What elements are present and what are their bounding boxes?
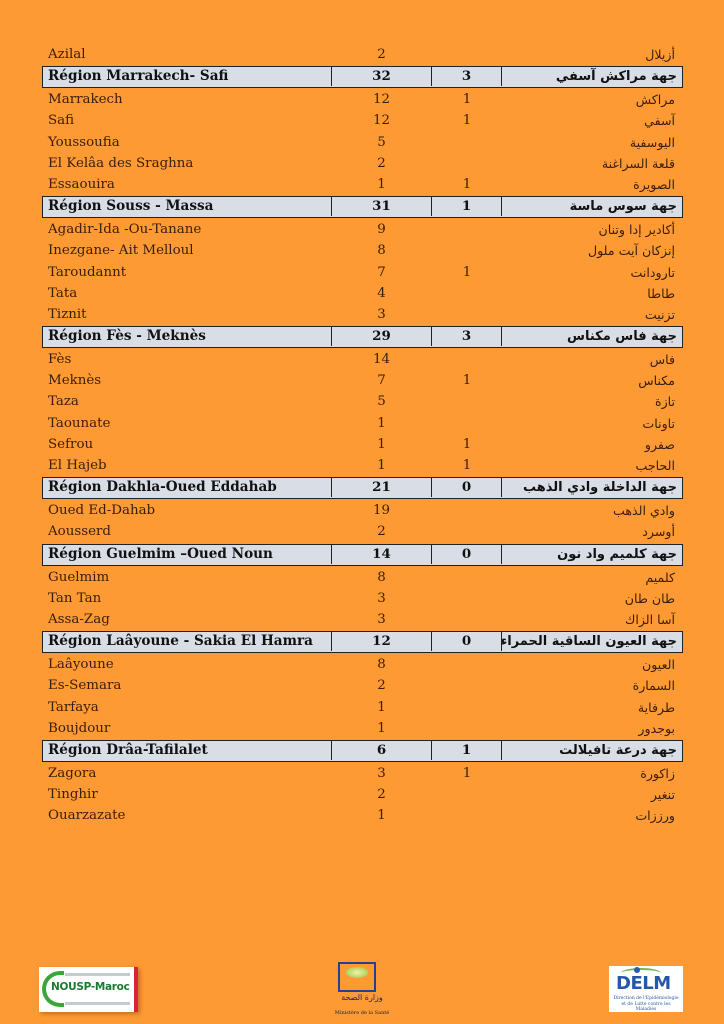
delm-subtitle: Direction de l'Epidémiologie et de Lutte contre les Maladies bbox=[613, 996, 679, 1012]
arabic-name: كلميم bbox=[645, 569, 675, 585]
count-cases: 9 bbox=[377, 222, 386, 238]
arabic-name: أوسرد bbox=[642, 524, 675, 540]
count-cases: 12 bbox=[331, 632, 432, 651]
arabic-name: الصويرة bbox=[633, 176, 675, 192]
logo-text: NOUSP-Maroc bbox=[51, 981, 130, 993]
province-row bbox=[42, 521, 683, 542]
arabic-name: تازة bbox=[654, 394, 675, 410]
french-name: Meknès bbox=[48, 373, 102, 389]
count-cases: 4 bbox=[377, 285, 386, 301]
arabic-name: جهة درعة تافيلالت bbox=[559, 742, 677, 758]
count-secondary bbox=[432, 654, 502, 675]
province-row bbox=[42, 763, 683, 784]
count-secondary: 0 bbox=[432, 545, 502, 564]
count-secondary bbox=[432, 219, 502, 240]
region-row bbox=[42, 196, 683, 218]
arabic-name: آسفي bbox=[644, 113, 675, 129]
french-name: Sefrou bbox=[48, 436, 94, 452]
count-secondary bbox=[432, 132, 502, 153]
french-name: Essaouira bbox=[48, 176, 115, 192]
french-name: Taroudannt bbox=[48, 264, 127, 280]
province-row bbox=[42, 413, 683, 434]
province-row bbox=[42, 654, 683, 675]
french-name: Fès bbox=[48, 352, 72, 368]
count-secondary: 3 bbox=[432, 327, 502, 346]
count-secondary bbox=[432, 413, 502, 434]
count-secondary bbox=[432, 675, 502, 696]
province-row bbox=[42, 44, 683, 65]
count-secondary bbox=[432, 44, 502, 65]
french-name: Région Dakhla-Oued Eddahab bbox=[48, 479, 277, 496]
count-cases: 1 bbox=[377, 415, 386, 431]
count-cases: 31 bbox=[331, 197, 432, 216]
count-secondary bbox=[432, 391, 502, 412]
province-row bbox=[42, 697, 683, 718]
count-secondary: 1 bbox=[462, 373, 472, 389]
french-name: Aousserd bbox=[48, 524, 111, 540]
count-secondary: 1 bbox=[462, 176, 472, 192]
french-name: Région Marrakech- Safi bbox=[48, 68, 229, 85]
logo-frame-bottom bbox=[338, 982, 376, 992]
count-cases: 29 bbox=[331, 327, 432, 346]
count-cases: 1 bbox=[377, 808, 386, 824]
arabic-name: إنزكان آيت ملول bbox=[588, 243, 675, 259]
count-secondary bbox=[432, 718, 502, 739]
count-secondary bbox=[432, 588, 502, 609]
french-name: Marrakech bbox=[48, 92, 123, 108]
count-cases: 8 bbox=[377, 243, 386, 259]
arabic-name: جهة سوس ماسة bbox=[569, 199, 677, 215]
province-row bbox=[42, 434, 683, 455]
count-cases: 3 bbox=[377, 306, 386, 322]
province-row bbox=[42, 153, 683, 174]
count-secondary: 1 bbox=[432, 741, 502, 760]
count-secondary bbox=[432, 784, 502, 805]
count-cases: 3 bbox=[377, 765, 386, 781]
arabic-name: تاونات bbox=[642, 415, 675, 431]
count-cases: 8 bbox=[377, 569, 386, 585]
province-row bbox=[42, 174, 683, 195]
count-secondary: 1 bbox=[462, 92, 472, 108]
count-secondary bbox=[432, 283, 502, 304]
arabic-name: آسا الزاك bbox=[624, 611, 675, 627]
french-name: Taounate bbox=[48, 415, 111, 431]
count-secondary: 1 bbox=[432, 197, 502, 216]
count-cases: 1 bbox=[377, 699, 386, 715]
count-cases: 12 bbox=[372, 113, 391, 129]
arabic-name: السمارة bbox=[632, 678, 675, 694]
arabic-name: جهة الداخلة وادي الذهب bbox=[522, 480, 677, 496]
french-name: Zagora bbox=[48, 765, 97, 781]
province-row bbox=[42, 349, 683, 370]
french-name: Azilal bbox=[48, 47, 86, 62]
french-name: El Hajeb bbox=[48, 458, 107, 473]
arabic-name: طاطا bbox=[647, 285, 675, 301]
count-cases: 1 bbox=[377, 436, 386, 452]
province-row bbox=[42, 391, 683, 412]
arabic-name: جهة العيون الساقية الحمراء bbox=[500, 634, 677, 650]
ministry-arabic-name: وزارة الصحة bbox=[341, 993, 383, 1002]
arabic-name: قلعة السراغنة bbox=[601, 155, 675, 171]
count-cases: 2 bbox=[377, 47, 386, 62]
count-secondary: 1 bbox=[462, 765, 472, 781]
french-name: Assa-Zag bbox=[48, 611, 110, 627]
count-cases: 14 bbox=[331, 545, 432, 564]
french-name: Région Drâa-Tafilalet bbox=[48, 741, 208, 758]
count-cases: 5 bbox=[377, 394, 386, 410]
province-row bbox=[42, 304, 683, 325]
logo-subtitle-line bbox=[65, 1002, 130, 1005]
count-secondary bbox=[432, 153, 502, 174]
province-row bbox=[42, 784, 683, 805]
province-row bbox=[42, 219, 683, 240]
count-cases: 8 bbox=[377, 657, 386, 673]
count-cases: 12 bbox=[372, 92, 391, 108]
delm-logo bbox=[609, 966, 683, 1012]
province-row bbox=[42, 567, 683, 588]
french-name: Tata bbox=[48, 285, 78, 301]
province-row bbox=[42, 455, 683, 476]
french-name: Ouarzazate bbox=[48, 808, 126, 824]
count-secondary: 1 bbox=[462, 113, 472, 129]
count-cases: 3 bbox=[377, 590, 386, 606]
count-secondary: 3 bbox=[432, 67, 502, 86]
arabic-name: مراكش bbox=[635, 92, 675, 108]
count-secondary bbox=[432, 304, 502, 325]
count-cases: 1 bbox=[377, 458, 386, 473]
french-name: Tinghir bbox=[48, 787, 98, 803]
province-row bbox=[42, 370, 683, 391]
region-row bbox=[42, 66, 683, 88]
arabic-name: تزنيت bbox=[644, 306, 675, 322]
count-cases: 2 bbox=[377, 787, 386, 803]
nousp-maroc-logo bbox=[39, 967, 138, 1012]
region-row bbox=[42, 631, 683, 653]
province-row bbox=[42, 588, 683, 609]
count-cases: 14 bbox=[372, 352, 391, 368]
arabic-name: ورززات bbox=[635, 808, 675, 824]
province-row bbox=[42, 240, 683, 261]
arabic-name: فاس bbox=[649, 352, 675, 368]
french-name: Boujdour bbox=[48, 720, 111, 736]
count-cases: 5 bbox=[377, 134, 386, 150]
french-name: Es-Semara bbox=[48, 678, 122, 694]
count-cases: 7 bbox=[377, 373, 386, 389]
french-name: Région Souss - Massa bbox=[48, 198, 214, 215]
province-row bbox=[42, 718, 683, 739]
count-secondary: 1 bbox=[462, 264, 472, 280]
count-cases: 2 bbox=[377, 155, 386, 171]
region-row bbox=[42, 544, 683, 566]
count-cases: 2 bbox=[377, 678, 386, 694]
arabic-name: صفرو bbox=[644, 436, 675, 452]
delm-text: DELM bbox=[616, 973, 671, 994]
french-name: Youssoufia bbox=[48, 134, 120, 150]
count-cases: 32 bbox=[331, 67, 432, 86]
arabic-name: طان طان bbox=[624, 590, 675, 606]
count-secondary: 0 bbox=[432, 478, 502, 497]
count-secondary bbox=[432, 567, 502, 588]
province-row bbox=[42, 262, 683, 283]
count-secondary: 0 bbox=[432, 632, 502, 651]
french-name: Guelmim bbox=[48, 569, 110, 585]
region-row bbox=[42, 326, 683, 348]
region-row bbox=[42, 477, 683, 499]
count-secondary bbox=[432, 240, 502, 261]
province-row bbox=[42, 110, 683, 131]
count-secondary bbox=[432, 521, 502, 542]
province-row bbox=[42, 132, 683, 153]
french-name: Tiznit bbox=[48, 306, 87, 322]
count-cases: 2 bbox=[377, 524, 386, 540]
province-row bbox=[42, 283, 683, 304]
arabic-name: أكادير إدا وتنان bbox=[598, 222, 675, 238]
count-cases: 1 bbox=[377, 720, 386, 736]
count-secondary: 1 bbox=[462, 436, 472, 452]
ministry-french-name: Ministère de la Santé bbox=[334, 1010, 390, 1016]
count-secondary bbox=[432, 500, 502, 521]
arabic-name: طرفاية bbox=[637, 699, 675, 715]
french-name: Taza bbox=[48, 394, 79, 410]
logo-emblem-icon bbox=[346, 967, 368, 978]
french-name: Safi bbox=[48, 113, 75, 129]
province-row bbox=[42, 675, 683, 696]
arabic-name: العيون bbox=[642, 657, 675, 673]
arabic-name: جهة فاس مكناس bbox=[567, 329, 677, 345]
count-secondary: 1 bbox=[462, 458, 472, 473]
count-cases: 21 bbox=[331, 478, 432, 497]
french-name: Tan Tan bbox=[48, 590, 102, 606]
count-cases: 19 bbox=[372, 503, 391, 519]
count-cases: 6 bbox=[331, 741, 432, 760]
arabic-name: تارودانت bbox=[630, 264, 675, 280]
count-cases: 7 bbox=[377, 264, 386, 280]
arabic-name: اليوسفية bbox=[629, 134, 675, 150]
count-secondary bbox=[432, 697, 502, 718]
count-secondary bbox=[432, 609, 502, 630]
arabic-name: تنغير bbox=[650, 787, 675, 803]
arabic-name: زاكورة bbox=[640, 765, 675, 781]
region-row bbox=[42, 740, 683, 762]
french-name: Agadir-Ida -Ou-Tanane bbox=[48, 222, 202, 238]
french-name: Laâyoune bbox=[48, 657, 114, 673]
arabic-name: جهة كلميم واد نون bbox=[557, 546, 677, 562]
french-name: Inezgane- Ait Melloul bbox=[48, 243, 194, 259]
count-cases: 3 bbox=[377, 611, 386, 627]
arabic-name: وادي الذهب bbox=[612, 503, 675, 519]
province-row bbox=[42, 609, 683, 630]
arabic-name: مكناس bbox=[638, 373, 675, 389]
arabic-name: بوجدور bbox=[638, 720, 675, 736]
arabic-name: أزيلال bbox=[645, 47, 675, 62]
province-row bbox=[42, 89, 683, 110]
count-secondary bbox=[432, 805, 502, 826]
french-name: Tarfaya bbox=[48, 699, 99, 715]
province-row bbox=[42, 500, 683, 521]
french-name: Région Guelmim –Oued Noun bbox=[48, 545, 273, 562]
french-name: Région Laâyoune - Sakia El Hamra bbox=[48, 633, 313, 650]
count-secondary bbox=[432, 349, 502, 370]
logo-arabic-line bbox=[65, 973, 130, 976]
french-name: Oued Ed-Dahab bbox=[48, 503, 156, 519]
arabic-name: الحاجب bbox=[635, 458, 675, 473]
count-cases: 1 bbox=[377, 176, 386, 192]
french-name: Région Fès - Meknès bbox=[48, 328, 206, 345]
cases-table bbox=[42, 44, 683, 826]
arabic-name: جهة مراكش آسفي bbox=[555, 69, 677, 85]
french-name: El Kelâa des Sraghna bbox=[48, 155, 194, 171]
ministry-of-health-logo bbox=[336, 962, 388, 1020]
province-row bbox=[42, 805, 683, 826]
